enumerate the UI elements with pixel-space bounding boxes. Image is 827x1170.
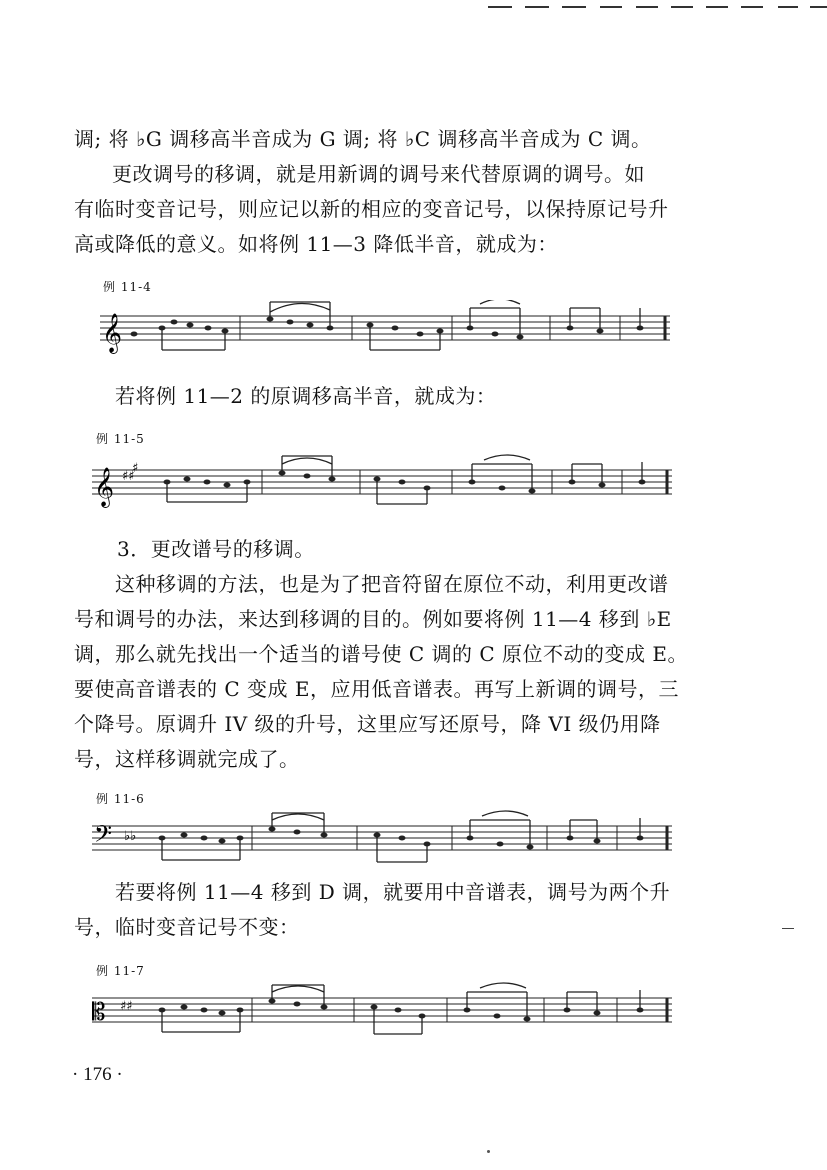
svg-text:𝄞: 𝄞 — [94, 467, 115, 507]
paragraph-line: 若将例 11—2 的原调移高半音，就成为： — [115, 384, 497, 408]
example-label: 例 11-4 — [103, 280, 152, 294]
paragraph-line: 这种移调的方法，也是为了把音符留在原位不动，利用更改谱 — [115, 572, 669, 596]
paragraph-line: 号，这样移调就完成了。 — [74, 747, 300, 771]
svg-text:𝄢: 𝄢 — [94, 820, 113, 853]
paragraph-line: 调，那么就先找出一个适当的谱号使 C 调的 C 原位不动的变成 E。 — [74, 642, 688, 666]
svg-text:♭♭: ♭♭ — [124, 829, 137, 844]
example-label: 例 11-7 — [96, 964, 145, 978]
paragraph-line: 若要将例 11—4 移到 D 调，就要用中音谱表，调号为两个升 — [115, 880, 671, 904]
svg-text:♯♯: ♯♯ — [120, 999, 133, 1014]
page-number: · 176 · — [72, 1064, 123, 1085]
paragraph-line: 更改调号的移调，就是用新调的调号来代替原调的调号。如 — [112, 162, 645, 186]
svg-text:♯♯: ♯♯ — [122, 469, 135, 484]
svg-text:𝄡: 𝄡 — [92, 998, 106, 1026]
svg-text:𝄞: 𝄞 — [102, 313, 123, 353]
paragraph-line: 要使高音谱表的 C 变成 E，应用低音谱表。再写上新调的调号，三 — [74, 677, 679, 701]
section-heading: 3．更改谱号的移调。 — [117, 537, 315, 561]
music-staff-ex6 — [92, 810, 682, 870]
example-label: 例 11-5 — [96, 432, 145, 446]
paragraph-line: 号，临时变音记号不变： — [74, 915, 300, 939]
paragraph-line: 有临时变音记号，则应记以新的相应的变音记号，以保持原记号升 — [74, 197, 669, 221]
music-staff-ex4 — [100, 300, 680, 360]
paragraph-line: 号和调号的办法，来达到移调的目的。例如要将例 11—4 移到 ♭E — [74, 607, 672, 631]
music-staff-ex5 — [92, 452, 682, 512]
text-line: 调; 将 ♭G 调移高半音成为 G 调; 将 ♭C 调移高半音成为 C 调。 — [74, 127, 652, 151]
example-label: 例 11-6 — [96, 792, 145, 806]
margin-mark — [782, 928, 794, 929]
paragraph-line: 个降号。原调升 IV 级的升号，这里应写还原号，降 VI 级仍用降 — [74, 712, 661, 736]
music-staff-ex7 — [92, 982, 682, 1042]
svg-text:♯: ♯ — [132, 461, 139, 476]
speck-mark — [487, 1150, 490, 1153]
paragraph-line: 高或降低的意义。如将例 11—3 降低半音，就成为： — [74, 232, 558, 256]
